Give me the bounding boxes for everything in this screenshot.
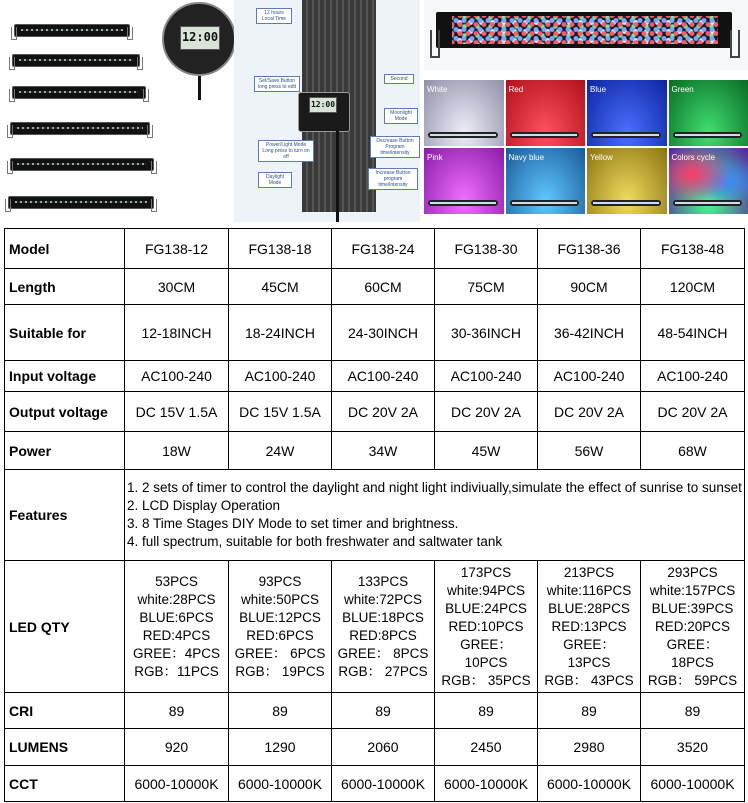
lamp-icon [591,200,661,206]
cell-cct: 6000-10000K [641,766,745,802]
lamp-icon [673,200,743,206]
color-tile-label: Colors cycle [671,153,716,162]
led-qty-line: white:50PCS [240,591,320,607]
row-input-voltage [5,361,745,392]
led-qty-line: RGB：11PCS [134,663,219,679]
led-qty-line: RED:4PCS [142,627,211,643]
led-qty-line: white:72PCS [343,591,423,607]
feature-line: 3. 8 Time Stages DIY Mode to set timer and brightness. [127,516,459,531]
callout-second: Second [384,74,414,84]
cell-input-voltage: AC100-240 [229,361,332,392]
cell-output-voltage: DC 20V 2A [538,392,641,432]
cell-input-voltage: AC100-240 [332,361,435,392]
led-qty-line: GREE： [563,636,615,652]
row-label: CCT [5,766,125,802]
row-label: Output voltage [5,392,125,432]
lcd-display: 12:00 [180,26,220,50]
row-label: LED QTY [5,561,125,693]
lamp-icon [428,200,498,206]
cell-lumens: 2060 [332,729,435,766]
color-tile-label: Green [671,85,694,94]
cell-cct: 6000-10000K [125,766,229,802]
light-bar-36 [10,158,154,171]
row-label: Length [5,269,125,305]
led-qty-line: RED:20PCS [654,618,731,634]
features-text [125,470,745,561]
color-tile-yellow [587,148,667,214]
led-qty-line: 18PCS [671,654,714,670]
cell-cri: 89 [125,693,229,729]
led-qty-line: BLUE:24PCS [445,600,527,616]
led-qty-line: GREE：4PCS [132,645,221,661]
led-qty-line: white:116PCS [546,582,632,598]
led-qty-line: 293PCS [667,564,718,580]
cell-output-voltage: DC 20V 2A [435,392,538,432]
cell-lumens: 1290 [229,729,332,766]
led-qty-line: BLUE:12PCS [239,609,321,625]
cell-cri: 89 [435,693,538,729]
lamp-icon [510,200,580,206]
cell-length: 60CM [332,269,435,305]
color-tile-label: Yellow [590,153,613,162]
led-qty-line: RGB： 27PCS [338,663,428,679]
callout-power-light: Power/Light Mode Long press to turn on off [258,140,314,162]
led-qty-line: 133PCS [357,573,409,589]
cell-input-voltage: AC100-240 [641,361,745,392]
color-tile-pink [424,148,504,214]
led-qty-line: RGB： 43PCS [544,672,634,688]
led-qty-line: 10PCS [464,654,508,670]
cell-lumens: 2450 [435,729,538,766]
led-qty-line: RGB： 59PCS [647,672,738,688]
cell-model: FG138-12 [125,229,229,269]
cell-power: 18W [125,432,229,470]
led-qty-line: BLUE:39PCS [651,600,734,616]
light-bar-48 [8,196,154,209]
cell-output-voltage: DC 20V 2A [641,392,745,432]
cell-model: FG138-18 [229,229,332,269]
led-qty-line: RGB： 19PCS [235,663,325,679]
led-qty-line: 53PCS [155,573,198,589]
cell-cri: 89 [538,693,641,729]
spec-table [4,228,745,802]
lit-light-bar-image [424,0,748,70]
cell-cct: 6000-10000K [229,766,332,802]
led-qty-line: 13PCS [567,654,611,670]
led-qty-line: white:157PCS [649,582,736,598]
color-tile-white [424,80,504,146]
controller-cable [336,130,339,222]
cell-suitable-for: 24-30INCH [332,305,435,361]
feature-line: 1. 2 sets of timer to control the daylight and night light indiviually,simulate the effect of sunrise to sunset [127,480,742,495]
row-suitable-for [5,305,745,361]
led-qty-line: white:28PCS [137,591,216,607]
cell-length: 120CM [641,269,745,305]
led-qty-line: RGB： 35PCS [441,672,531,688]
controller-diagram-image [234,0,420,222]
row-label: CRI [5,693,125,729]
cell-suitable-for: 12-18INCH [125,305,229,361]
color-tile-label: Pink [427,153,443,162]
color-tile-label: Blue [590,85,607,94]
row-led-qty [5,561,745,693]
light-bar-12 [14,24,130,37]
lamp-icon [428,132,498,138]
cell-lumens: 3520 [641,729,745,766]
lit-light-bar [436,12,732,48]
row-length [5,269,745,305]
row-label: Suitable for [5,305,125,361]
cell-led-qty [435,561,538,693]
light-bar-24 [12,86,146,99]
color-tile-label: White [427,85,448,94]
row-features [5,470,745,561]
led-qty-line: BLUE:18PCS [342,609,424,625]
cell-model: FG138-48 [641,229,745,269]
row-power [5,432,745,470]
color-modes-grid [424,80,748,214]
cell-cct: 6000-10000K [538,766,641,802]
color-tile-navy-blue [506,148,586,214]
row-output-voltage [5,392,745,432]
callout-daylight: Daylight Mode [258,172,292,188]
lcd-display-small: 12:00 [309,97,337,113]
cell-cct: 6000-10000K [332,766,435,802]
cell-output-voltage: DC 20V 2A [332,392,435,432]
led-qty-line: RED:6PCS [246,627,314,643]
cell-length: 45CM [229,269,332,305]
color-tile-green [669,80,748,146]
bracket-right [730,30,740,58]
controller-zoom-image [158,0,234,100]
cell-length: 90CM [538,269,641,305]
cell-cri: 89 [229,693,332,729]
controller-closeup [162,2,236,76]
size-range-image [0,0,158,222]
cell-led-qty [125,561,229,693]
cell-led-qty [641,561,745,693]
callout-moonlight: Moonlight Mode [384,108,418,124]
led-qty-line: 93PCS [258,573,302,589]
callout-local-time: 12 hours Local Time [256,8,292,24]
cell-input-voltage: AC100-240 [538,361,641,392]
row-label: Input voltage [5,361,125,392]
cell-model: FG138-30 [435,229,538,269]
cell-output-voltage: DC 15V 1.5A [229,392,332,432]
row-lumens [5,729,745,766]
cell-lumens: 920 [125,729,229,766]
cell-model: FG138-24 [332,229,435,269]
cell-led-qty [332,561,435,693]
product-image-strip [0,0,748,222]
color-tile-blue [587,80,667,146]
cell-led-qty [229,561,332,693]
cell-length: 30CM [125,269,229,305]
cell-lumens: 2980 [538,729,641,766]
cell-output-voltage: DC 15V 1.5A [125,392,229,432]
row-label: Features [5,470,125,561]
row-label: LUMENS [5,729,125,766]
led-qty-line: GREE： 8PCS [337,645,429,661]
led-qty-line: 173PCS [460,564,512,580]
led-qty-line: GREE： 6PCS [234,645,326,661]
led-qty-line: GREE： [460,636,512,652]
cell-power: 45W [435,432,538,470]
row-model [5,229,745,269]
color-tile-label: Red [508,85,524,94]
row-cri [5,693,745,729]
row-label: Model [5,229,125,269]
callout-increase: Increase Button program time/intensity [368,168,418,190]
cell-cct: 6000-10000K [435,766,538,802]
led-qty-line: RED:13PCS [551,618,627,634]
light-bar-18 [12,54,140,67]
cell-cri: 89 [641,693,745,729]
led-qty-line: RED:8PCS [349,627,417,643]
cell-power: 24W [229,432,332,470]
color-tile-colors-cycle [669,148,748,214]
cell-suitable-for: 18-24INCH [229,305,332,361]
bracket-left [430,30,440,58]
cell-model: FG138-36 [538,229,641,269]
color-tile-red [506,80,586,146]
cell-suitable-for: 30-36INCH [435,305,538,361]
controller-box [298,92,350,132]
row-cct [5,766,745,802]
led-qty-line: white:94PCS [446,582,526,598]
led-qty-line: BLUE:28PCS [548,600,630,616]
cell-length: 75CM [435,269,538,305]
feature-line: 4. full spectrum, suitable for both freshwater and saltwater tank [127,534,503,549]
cell-input-voltage: AC100-240 [435,361,538,392]
light-bar-30 [10,122,150,135]
callout-set-save: Set/Save Button long press to edit [254,76,300,92]
row-label: Power [5,432,125,470]
cell-power: 34W [332,432,435,470]
lamp-icon [673,132,743,138]
led-qty-line: 213PCS [563,564,615,580]
cell-power: 68W [641,432,745,470]
cell-input-voltage: AC100-240 [125,361,229,392]
feature-line: 2. LCD Display Operation [127,498,281,513]
led-qty-line: BLUE:6PCS [139,609,214,625]
controller-cable [198,76,201,100]
lamp-icon [591,132,661,138]
cell-cri: 89 [332,693,435,729]
callout-decrease: Decrease Button Program time/intensity [370,136,420,158]
cell-led-qty [538,561,641,693]
led-qty-line: GREE： [666,636,719,652]
cell-power: 56W [538,432,641,470]
cell-suitable-for: 36-42INCH [538,305,641,361]
led-qty-line: RED:10PCS [448,618,524,634]
cell-suitable-for: 48-54INCH [641,305,745,361]
lamp-icon [510,132,580,138]
color-tile-label: Navy blue [508,153,545,162]
